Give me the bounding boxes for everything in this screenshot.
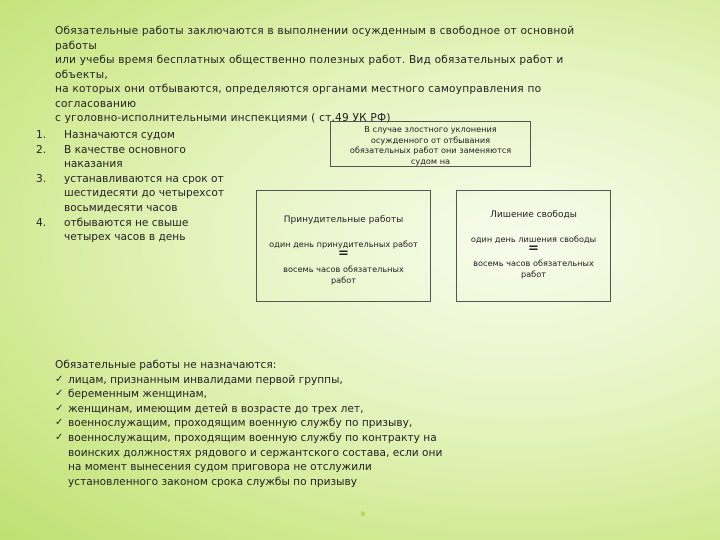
equivalence-line: восемь часов обязательных	[473, 258, 594, 268]
exclusions-section	[55, 358, 455, 489]
exclusion-line: женщинам, имеющим детей в возрасте до трех лет,	[68, 402, 364, 415]
exclusion-line: военнослужащим, проходящим военную службу по призыву,	[68, 417, 413, 430]
box-title: Принудительные работы	[283, 215, 404, 225]
list-number: 2.	[36, 143, 47, 156]
exclusion-line: на момент вынесения судом приговора не отслужили	[68, 461, 372, 474]
equals-sign: =	[338, 246, 349, 261]
list-item-line: наказания	[64, 158, 123, 171]
checkmark-icon: ✓	[55, 417, 64, 429]
list-item	[36, 216, 236, 245]
list-item	[36, 128, 236, 143]
exclusions-list	[55, 373, 455, 490]
list-item-line: Назначаются судом	[64, 129, 175, 141]
exclusions-heading: Обязательные работы не назначаются:	[55, 359, 277, 371]
checkmark-icon: ✓	[55, 373, 64, 385]
intro-line: или учебы время бесплатных общественно полезных работ. Вид обязательных работ и объекты,	[55, 54, 564, 81]
list-item-line: отбываются не свыше	[64, 216, 189, 229]
equivalence-line: работ	[330, 274, 357, 285]
equivalence-line: восемь часов обязательных	[283, 264, 404, 274]
list-item-line: четырех часов в день	[64, 231, 186, 244]
forced-labor-box	[256, 190, 431, 302]
box-line: судом на	[410, 155, 451, 166]
equivalence-bottom	[265, 264, 422, 285]
checkmark-icon: ✓	[55, 388, 64, 400]
characteristics-list	[36, 128, 236, 245]
list-item	[36, 172, 236, 216]
box-title: Лишение свободы	[490, 210, 577, 220]
list-item-line: восьмидесяти часов	[64, 201, 178, 214]
box-line: осужденного от отбывания	[370, 134, 491, 145]
intro-line: с уголовно-исполнительными инспекциями ( ст.49 УК РФ)	[55, 112, 391, 124]
intro-paragraph	[55, 24, 610, 126]
checkmark-icon: ✓	[55, 402, 64, 414]
exclusion-item	[55, 416, 455, 431]
box-line: В случае злостного уклонения	[364, 124, 497, 134]
replacement-condition-box	[330, 121, 531, 167]
exclusion-line: воинских должностях рядового и сержантского состава, если они	[68, 446, 443, 459]
intro-line: Обязательные работы заключаются в выполнении осужденным в свободное от основной работы	[55, 25, 575, 52]
equivalence-top: один день принудительных работ	[269, 239, 418, 249]
list-item-line: устанавливаются на срок от	[64, 172, 224, 185]
exclusion-line: военнослужащим, проходящим военную службу по контракту на	[68, 431, 437, 444]
exclusion-item	[55, 373, 455, 388]
exclusion-line: лицам, признанным инвалидами первой группы,	[68, 373, 343, 386]
exclusion-line: установленного законом срока службы по призыву	[68, 475, 358, 488]
star-icon: *	[360, 509, 366, 523]
imprisonment-box	[456, 190, 611, 302]
list-item	[36, 143, 236, 172]
equivalence-top: один день лишения свободы	[470, 234, 597, 244]
list-item-line: В качестве основного	[64, 143, 186, 156]
list-number: 1.	[36, 129, 47, 141]
exclusion-item	[55, 431, 455, 489]
equals-sign: =	[528, 241, 539, 256]
list-item-line: шестидесяти до четырехсот	[64, 187, 225, 200]
checkmark-icon: ✓	[55, 431, 64, 443]
exclusion-item	[55, 402, 455, 417]
list-number: 3.	[36, 172, 47, 185]
equivalence-bottom	[465, 258, 602, 279]
box-line: обязательных работ они заменяются	[349, 145, 512, 155]
equivalence-line: работ	[520, 268, 547, 279]
exclusion-line: беременным женщинам,	[68, 388, 208, 401]
intro-line: на которых они отбываются, определяются органами местного самоуправления по согласованию	[55, 83, 542, 110]
list-number: 4.	[36, 216, 47, 229]
exclusion-item	[55, 387, 455, 402]
